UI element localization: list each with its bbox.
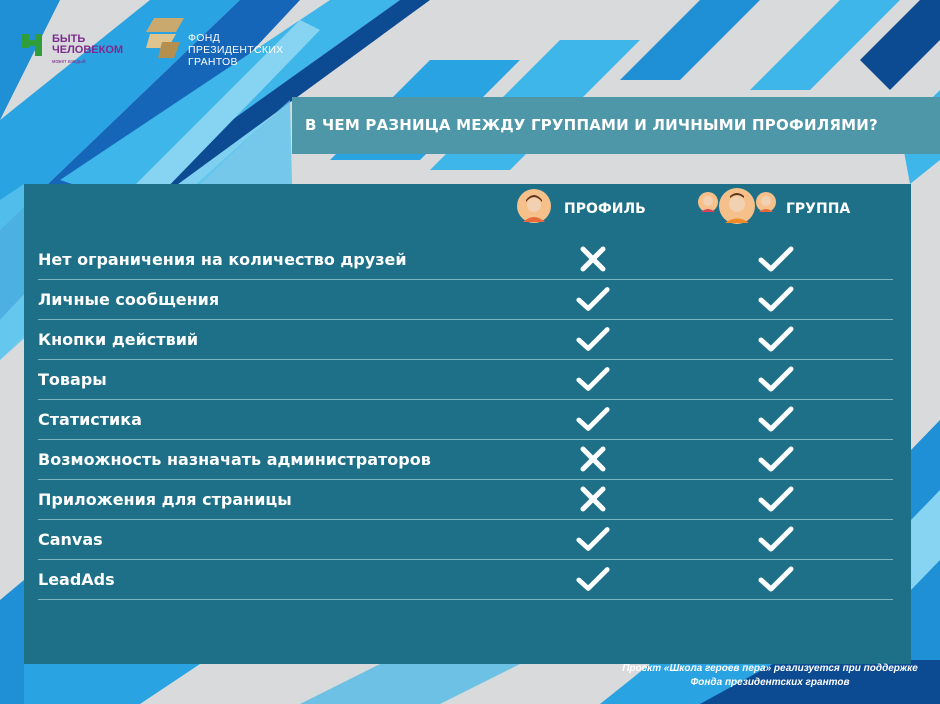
row-divider (38, 599, 893, 600)
check-icon (575, 564, 611, 594)
check-icon (575, 364, 611, 394)
page-title: В ЧЕМ РАЗНИЦА МЕЖДУ ГРУППАМИ И ЛИЧНЫМИ ПРОФИЛЯМИ? (305, 116, 878, 134)
group-avatars-icon (697, 186, 779, 226)
column-header-profile (516, 184, 656, 232)
cross-icon (575, 244, 611, 274)
fond-line1: ФОНД (188, 32, 221, 44)
table-row (24, 240, 893, 280)
fond-line2: ПРЕЗИДЕНТСКИХ (188, 44, 284, 56)
column-label-group: ГРУППА (786, 201, 851, 217)
row-label: Кнопки действий (38, 330, 199, 349)
table-row (24, 320, 893, 360)
column-label-profile: ПРОФИЛЬ (564, 201, 646, 217)
check-icon (757, 484, 795, 514)
row-label: Canvas (38, 530, 103, 549)
check-icon (757, 284, 795, 314)
table-row (24, 560, 893, 600)
column-header-group (697, 184, 897, 232)
check-icon (575, 324, 611, 354)
row-label: Нет ограничения на количество друзей (38, 250, 407, 269)
footer-note (600, 662, 940, 690)
row-label: Приложения для страницы (38, 490, 292, 509)
check-icon (757, 564, 795, 594)
fond-line3: ГРАНТОВ (188, 56, 238, 68)
check-icon (575, 284, 611, 314)
person-avatar-icon (516, 188, 552, 224)
table-row (24, 400, 893, 440)
logo-tagline: может каждый (52, 59, 86, 65)
logo-mark-icon (22, 32, 46, 56)
table-row (24, 360, 893, 400)
check-icon (575, 404, 611, 434)
row-label: Товары (38, 370, 107, 389)
logo-fond-grantov (146, 18, 284, 68)
table-row (24, 520, 893, 560)
logo-text-line2: ЧЕЛОВЕКОМ (52, 44, 124, 56)
table-row (24, 440, 893, 480)
check-icon (757, 244, 795, 274)
check-icon (575, 524, 611, 554)
check-icon (757, 364, 795, 394)
cross-icon (575, 484, 611, 514)
row-label: Возможность назначать администраторов (38, 450, 431, 469)
check-icon (757, 524, 795, 554)
check-icon (757, 404, 795, 434)
row-label: LeadAds (38, 570, 115, 589)
footer-line2: Фонда президентских грантов (690, 677, 850, 688)
title-bar (292, 97, 940, 154)
footer-line1: Проект «Школа героев пера» реализуется при поддержке (622, 663, 918, 674)
cross-icon (575, 444, 611, 474)
logo-text-line1: БЫТЬ (52, 33, 86, 45)
fond-text (188, 32, 283, 68)
table-row (24, 280, 893, 320)
fond-mark-icon (146, 18, 186, 58)
check-icon (757, 324, 795, 354)
table-row (24, 480, 893, 520)
row-label: Личные сообщения (38, 290, 220, 309)
row-label: Статистика (38, 410, 142, 429)
check-icon (757, 444, 795, 474)
